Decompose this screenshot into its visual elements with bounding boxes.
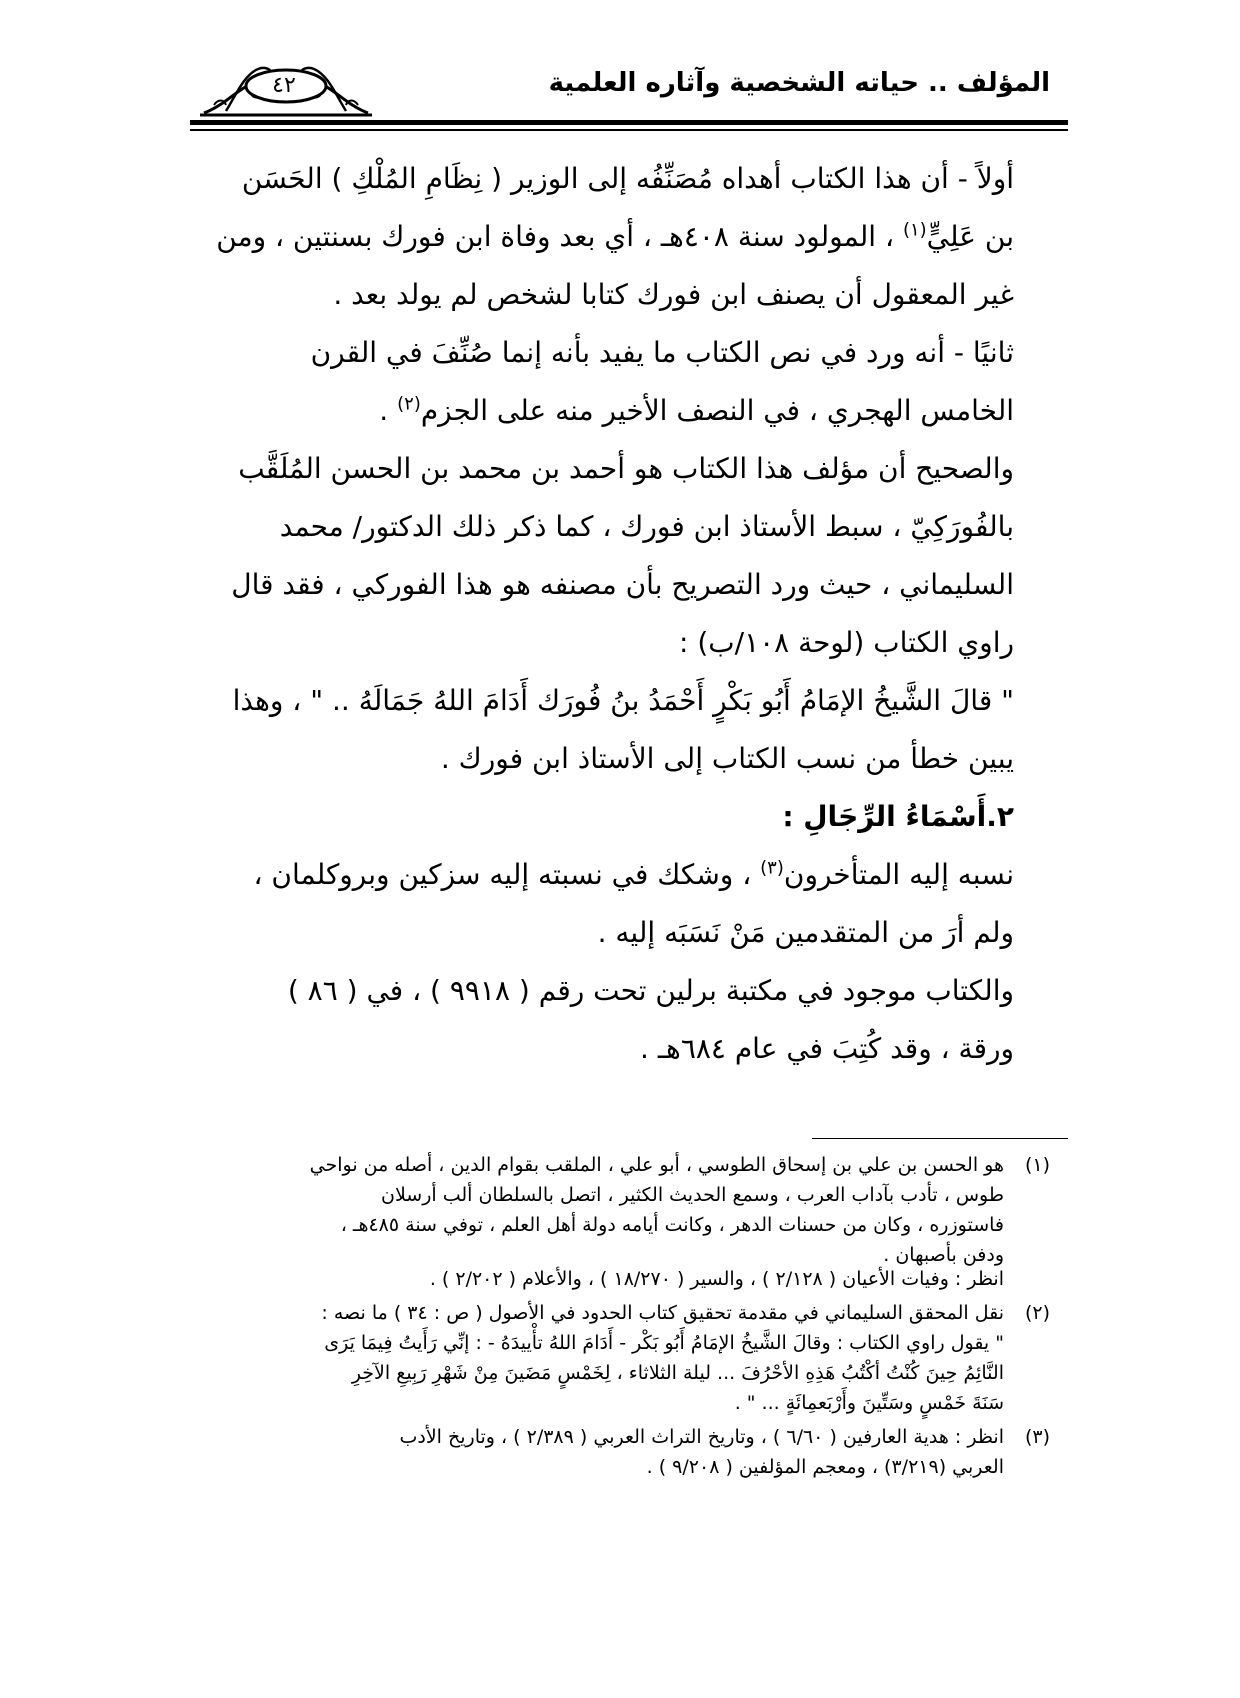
footnote-line: سَنَةَ خَمْسٍ وسَتِّينَ وأَرْبَعمِائَةٍ ... " . [734,1392,1004,1414]
text-line: والصحيح أن مؤلف هذا الكتاب هو أحمد بن محمد بن الحسن المُلَقَّب [238,452,1014,485]
text-line: ولم أرَ من المتقدمين مَنْ نَسَبَه إليه . [597,916,1014,949]
text-line: غير المعقول أن يصنف ابن فورك كتابا لشخص لم يولد بعد . [333,278,1014,311]
footnote-number: (١) [1024,1154,1050,1176]
footnote-line: ودفن بأصبهان . [883,1244,1004,1266]
footnote-line: " يقول راوي الكتاب : وقالَ الشَّيخُ الإمَامُ أَبُو بَكْر - أَدَامَ اللهُ تأْييدَهُ - : إنِّي رَأَيتُ فِيمَا يَرَى [324,1332,1004,1354]
footnote-line: انظر : وفيات الأعيان ( ٢/١٢٨ ) ، والسير ( ١٨/٢٧٠ ) ، والأعلام ( ٢/٢٠٢ ) . [429,1268,1004,1290]
paragraph-4-quote [172,672,1050,788]
footnote-line: نقل المحقق السليماني في مقدمة تحقيق كتاب الحدود في الأصول ( ص : ٣٤ ) ما نصه : [321,1302,1004,1324]
footnote-line: فاستوزره ، وكان من حسنات الدهر ، وكانت أيامه دولة أهل العلم ، توفي سنة ٤٨٥هـ ، [340,1214,1004,1236]
footnote-ref-2[interactable]: (٢) [397,393,421,415]
footnote-line: انظر : هدية العارفين ( ٦/٦٠ ) ، وتاريخ التراث العربي ( ٢/٣٨٩ ) ، وتاريخ الأدب [399,1426,1004,1448]
footnote-ref-1[interactable]: (١) [902,219,927,241]
footnote-3 [172,1422,1050,1482]
section-heading: ٢.أَسْمَاءُ الرِّجَالِ : [782,800,1014,833]
text-line: يبين خطأ من نسب الكتاب إلى الأستاذ ابن فورك . [440,742,1014,775]
header-rule-thin [190,129,1068,131]
page-number: ٤٢ [272,73,296,98]
footnote-2 [172,1298,1050,1418]
paragraph-5 [172,846,1050,962]
text-line: ثانيًا - أنه ورد في نص الكتاب ما يفيد بأنه إنما صُنِّفَ في القرن [310,336,1014,369]
paragraph-1 [172,150,1050,324]
text-line: " قالَ الشَّيخُ الإمَامُ أَبُو بَكْرٍ أَحْمَدُ بنُ فُورَك أَدَامَ اللهُ جَمَالَهُ .. " ، وهذا [232,684,1014,717]
paragraph-6 [172,962,1050,1078]
text-line: والكتاب موجود في مكتبة برلين تحت رقم ( ٩٩١٨ ) ، في ( ٨٦ ) [287,974,1014,1007]
text-line: بن عَلِيٍّ$^{(١)}$ ، المولود سنة ٤٠٨هـ ، أي بعد وفاة ابن فورك بسنتين ، ومن [216,219,1014,253]
paragraph-2 [172,324,1050,440]
paragraph-3 [172,440,1050,672]
text-line: السليماني ، حيث ورد التصريح بأن مصنفه هو هذا الفوركي ، فقد قال [231,568,1014,601]
text-line: أولاً - أن هذا الكتاب أهداه مُصَنِّفُه إلى الوزير ( نِظَامِ المُلْكِ ) الحَسَن [241,162,1014,195]
footnote-number: (٢) [1024,1302,1050,1324]
footnote-line: هو الحسن بن علي بن إسحاق الطوسي ، أبو علي ، الملقب بقوام الدين ، أصله من نواحي [309,1154,1004,1176]
footnote-separator [812,1138,1068,1139]
footnote-line: طوس ، تأدب بآداب العرب ، وسمع الحديث الكثير ، اتصل بالسلطان ألب أرسلان [381,1184,1004,1206]
text-line: راوي الكتاب (لوحة ١٠٨/ب) : [679,626,1014,659]
text-line: بالفُورَكِيّ ، سبط الأستاذ ابن فورك ، كما ذكر ذلك الدكتور/ محمد [279,510,1014,543]
footnote-line: العربي (٣/٢١٩) ، ومعجم المؤلفين ( ٩/٢٠٨ ) . [646,1456,1004,1478]
header-rule-thick [190,120,1068,125]
footnote-ref-3[interactable]: (٣) [760,857,784,879]
text-line: ورقة ، وقد كُتِبَ في عام ٦٨٤هـ . [640,1032,1014,1065]
text-line: الخامس الهجري ، في النصف الأخير منه على الجزم$^{(٢)}$ . [379,393,1014,427]
text-line: نسبه إليه المتأخرون$^{(٣)}$ ، وشكك في نسبته إليه سزكين وبروكلمان ، [253,857,1014,891]
footnote-1 [172,1150,1050,1294]
main-text [172,150,1050,1078]
footnote-line: النَّائِمُ حِينَ كُنْتُ أكْتُبُ هَذِهِ الأحْرُفَ ... ليلة الثلاثاء ، لِخَمْسٍ مَضَينَ مِنْ شَهْرِ رَبِيعِ الآخِرِ [351,1362,1004,1384]
footnote-number: (٣) [1024,1426,1050,1448]
running-header-title: المؤلف .. حياته الشخصية وآثاره العلمية [548,68,1050,98]
footnotes [172,1150,1050,1486]
